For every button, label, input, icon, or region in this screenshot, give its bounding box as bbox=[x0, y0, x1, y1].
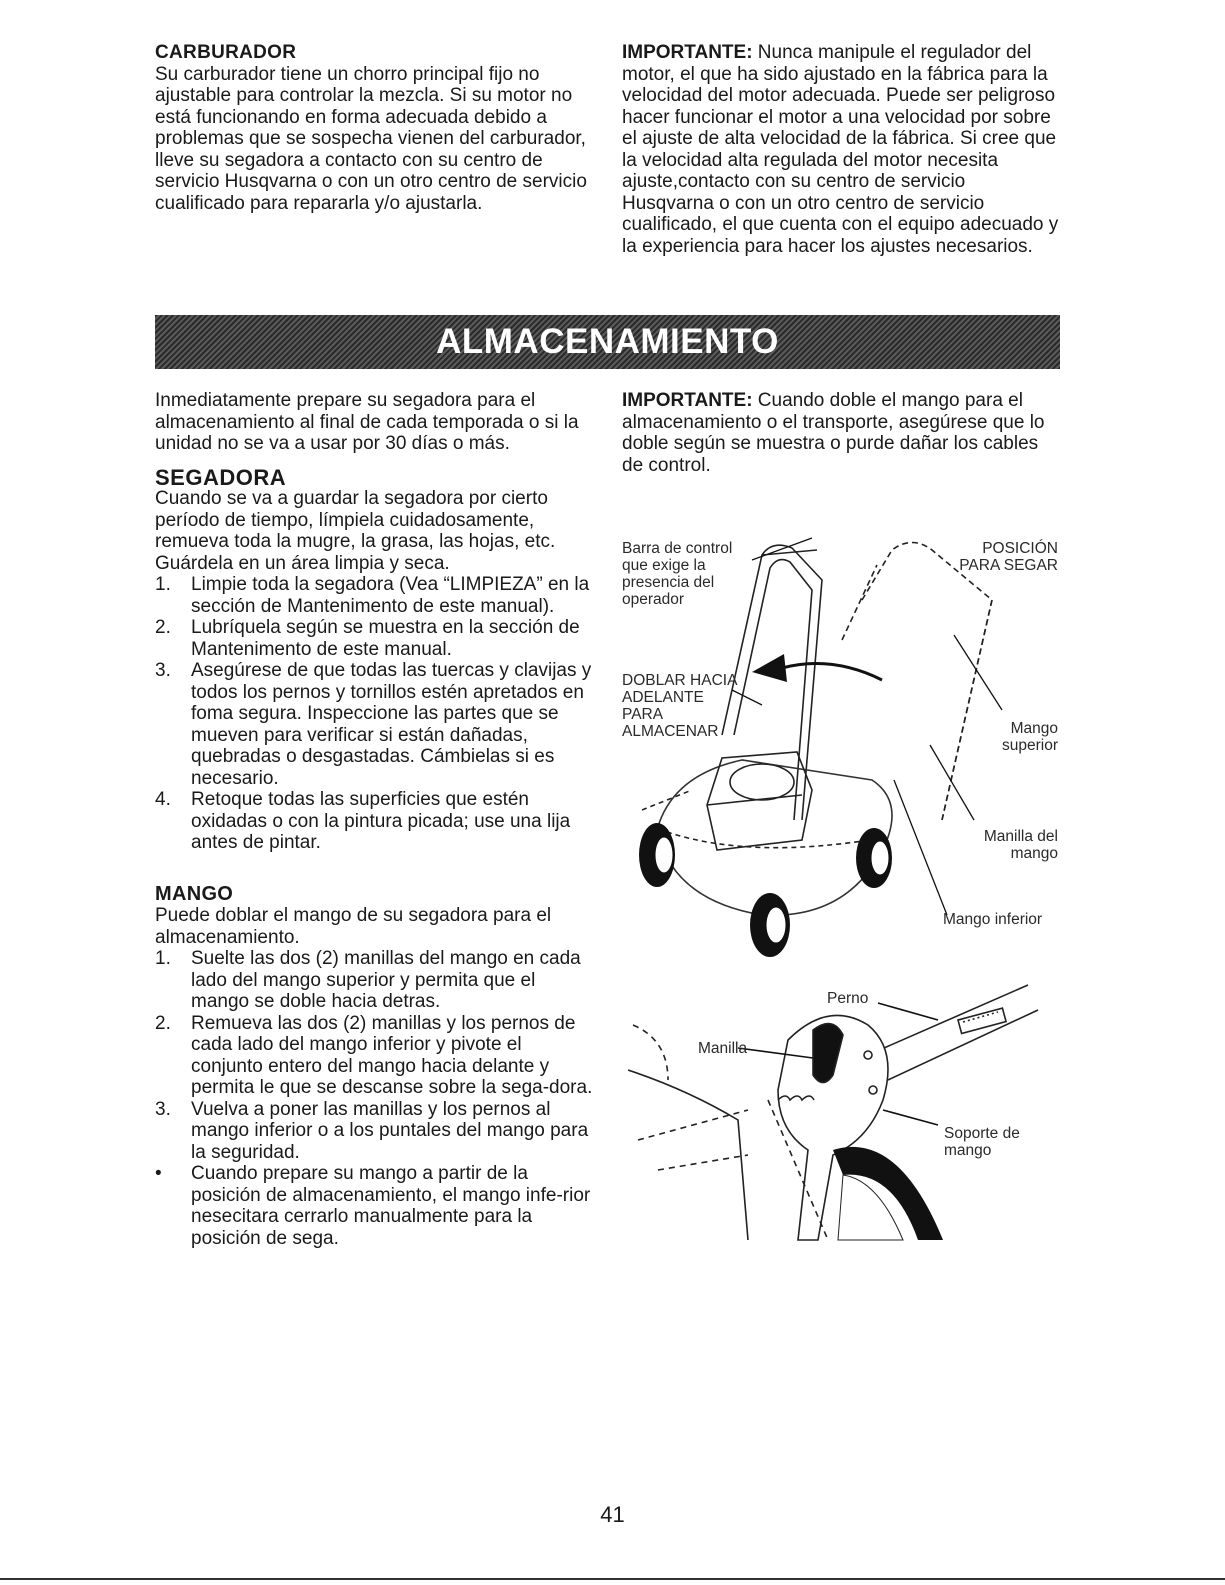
mango-steps bbox=[155, 948, 595, 1163]
step-number: 1. bbox=[155, 574, 171, 595]
label-doblar-adelante: DOBLAR HACIA ADELANTE PARA ALMACENAR bbox=[622, 672, 737, 740]
list-item bbox=[155, 789, 595, 854]
intro-paragraph: Inmediatamente prepare su segadora para el almacenamiento al final de cada temporada o si la unidad no se va a usar por 30 días o más. bbox=[155, 390, 579, 454]
mango-body: Puede doblar el mango de su segadora para el almacenamiento. bbox=[155, 905, 552, 948]
bullet-mark: • bbox=[155, 1163, 162, 1184]
importante-regulador-text: Nunca manipule el regulador del motor, el que ha sido ajustado en la fábrica para la velocidad del motor adecuada. Puede ser peligroso hacer funcionar el motor a una velocidad por sobre el ajuste de alta velocidad de la fábrica. Si cree que la velocidad alta regulada del motor necesita ajuste,contacto con su centro de servicio Husqvarna o con un otro centro de servicio cualificado, el que cuenta con el equipo adecuado y la experiencia para hacer los ajustes necesarios. bbox=[622, 42, 1059, 257]
step-text: Retoque todas las superficies que estén oxidadas o con la pintura picada; use una lija antes de pintar. bbox=[191, 789, 571, 853]
step-number: 2. bbox=[155, 1012, 171, 1034]
step-text: Lubríquela según se muestra en la sección de Mantenimento de este manual. bbox=[191, 617, 580, 660]
label-perno: Perno bbox=[827, 990, 869, 1007]
label-soporte-mango: Soporte de mango bbox=[944, 1125, 1020, 1159]
label-manilla: Manilla bbox=[698, 1040, 748, 1057]
carburador-section bbox=[155, 42, 595, 214]
page-number: 41 bbox=[600, 1502, 625, 1527]
list-item bbox=[155, 617, 595, 660]
importante-regulador-paragraph bbox=[622, 42, 1062, 257]
importante-mango-paragraph bbox=[622, 390, 1062, 476]
banner-title: ALMACENAMIENTO bbox=[436, 322, 779, 361]
step-number: 4. bbox=[155, 789, 171, 810]
step-number: 3. bbox=[155, 1098, 171, 1120]
label-manilla-mango: Manilla del mango bbox=[983, 828, 1058, 862]
label-mango-superior: Mango superior bbox=[1002, 720, 1058, 754]
list-item bbox=[155, 1163, 595, 1249]
bottom-rule bbox=[0, 1578, 1225, 1580]
bullet-text: Cuando prepare su mango a partir de la posición de almacenamiento, el mango infe-rior nesecitara cerrarlo manualmente para la posición de sega. bbox=[191, 1163, 591, 1249]
step-text: Asegúrese de que todas las tuercas y clavijas y todos los pernos y tornillos estén apretados en foma segura. Inspeccione las partes que se mueven para verificar si están dañadas, quebradas o desgastadas. Cámbielas si es necesario. bbox=[191, 660, 592, 789]
segadora-steps bbox=[155, 574, 595, 854]
list-item bbox=[155, 948, 595, 1013]
importante-mango-text: Cuando doble el mango para el almacenamiento o el transporte, asegúrese que lo doble según se muestra o purde dañar los cables de control. bbox=[622, 390, 1045, 476]
importante-label: IMPORTANTE: bbox=[622, 390, 753, 411]
carburador-heading: CARBURADOR bbox=[155, 42, 297, 63]
step-text: Limpie toda la segadora (Vea “LIMPIEZA” en la sección de Mantenimento de este manual). bbox=[191, 574, 590, 617]
mango-bullets bbox=[155, 1163, 595, 1249]
carburador-body: Su carburador tiene un chorro principal fijo no ajustable para controlar la mezcla. Si su motor no está funcionando en forma adecuada debido a problemas que se sospecha vienen del carburador, lleve su segadora a contacto con su centro de servicio Husqvarna o con un otro centro de servicio cualificado para repararla y/o ajustarla. bbox=[155, 63, 587, 214]
list-item bbox=[155, 574, 595, 617]
step-number: 1. bbox=[155, 948, 171, 969]
step-text: Remueva las dos (2) manillas y los pernos de cada lado del mango inferior y pivote el conjunto entero del mango hacia delante y permita le que se descanse sobre la sega-dora. bbox=[191, 1012, 593, 1098]
label-mango-inferior: Mango inferior bbox=[943, 911, 1043, 928]
step-number: 3. bbox=[155, 660, 171, 681]
mango-heading: MANGO bbox=[155, 882, 234, 905]
importante-label: IMPORTANTE: bbox=[622, 42, 753, 63]
label-barra-control: Barra de control que exige la presencia del operador bbox=[622, 540, 733, 608]
step-text: Suelte las dos (2) manillas del mango en cada lado del mango superior y permita que el mango se doble hacia detras. bbox=[191, 948, 581, 1012]
segadora-heading: SEGADORA bbox=[155, 464, 287, 490]
list-item bbox=[155, 1099, 595, 1164]
step-number: 2. bbox=[155, 617, 171, 638]
importante-mango-section bbox=[622, 390, 1062, 476]
list-item bbox=[155, 1013, 595, 1099]
label-posicion-segar: POSICIÓN PARA SEGAR bbox=[959, 540, 1058, 574]
almacenamiento-banner bbox=[155, 315, 1060, 369]
importante-regulador-section bbox=[622, 42, 1062, 257]
left-column bbox=[155, 390, 595, 1249]
step-text: Vuelva a poner las manillas y los pernos al mango inferior o a los puntales del mango para la seguridad. bbox=[191, 1098, 589, 1163]
segadora-body: Cuando se va a guardar la segadora por cierto período de tiempo, límpiela cuidadosamente, remueva toda la mugre, la grasa, las hojas, etc. Guárdela en un área limpia y seca. bbox=[155, 488, 556, 574]
list-item bbox=[155, 660, 595, 789]
